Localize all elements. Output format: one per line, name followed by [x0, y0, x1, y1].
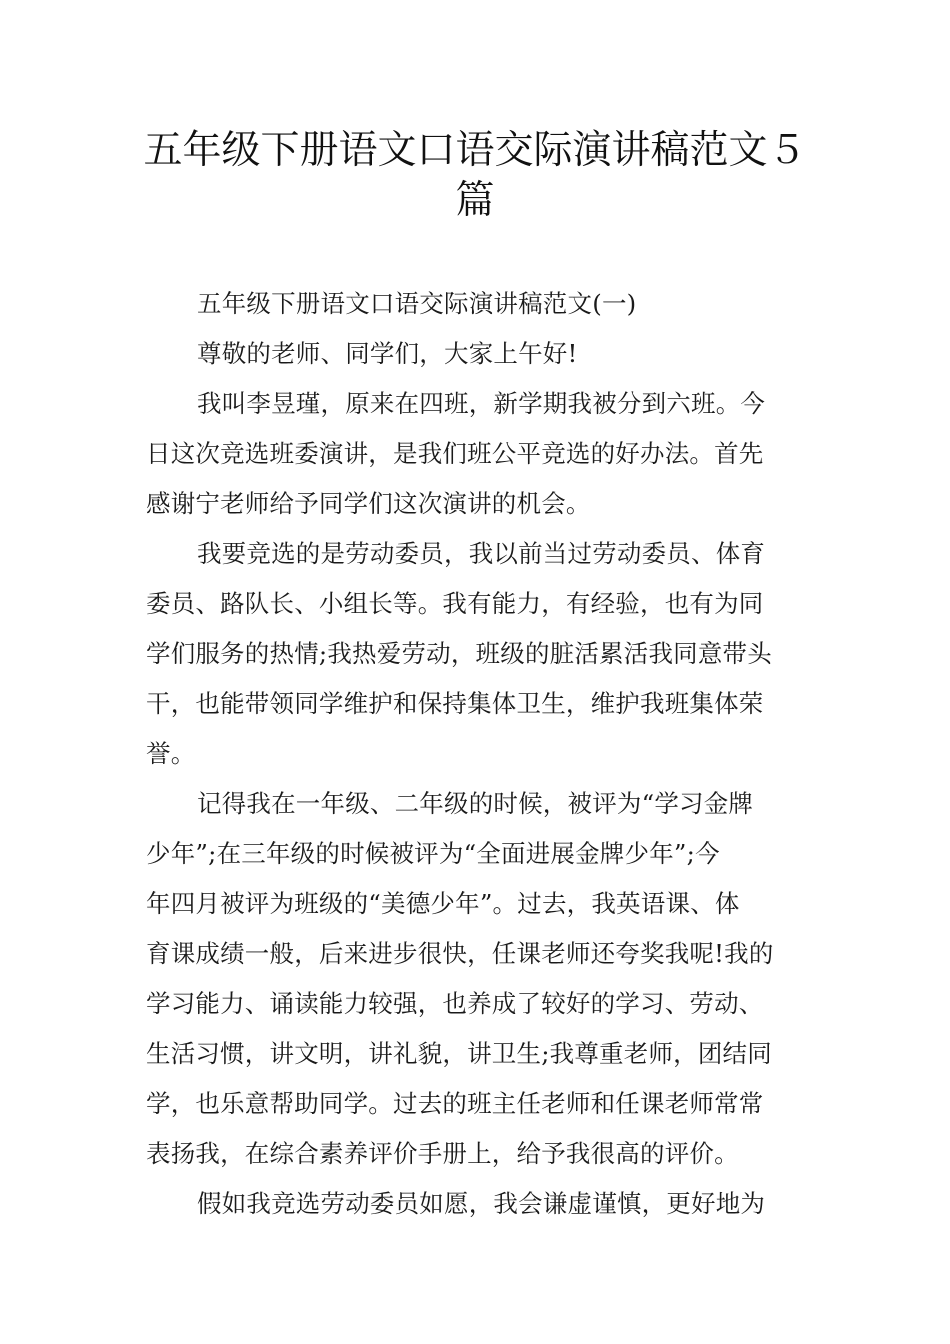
document-body — [146, 279, 806, 1229]
text-line: 假如我竞选劳动委员如愿，我会谦虚谨慎，更好地为 — [197, 1189, 766, 1218]
text-line: 年四月被评为班级的“美德少年”。过去，我英语课、体 — [146, 889, 740, 918]
text-line: 学，也乐意帮助同学。过去的班主任老师和任课老师常常 — [146, 1089, 764, 1118]
text-line: 少年”;在三年级的时候被评为“全面进展金牌少年”;今 — [146, 839, 720, 868]
text-line: 我叫李昱瑾，原来在四班，新学期我被分到六班。今 — [197, 389, 766, 418]
paragraph-heading — [146, 279, 806, 329]
text-line: 干，也能带领同学维护和保持集体卫生，维护我班集体荣 — [146, 689, 764, 718]
paragraph-greeting — [146, 329, 806, 379]
text-line: 日这次竞选班委演讲，是我们班公平竞选的好办法。首先 — [146, 439, 764, 468]
paragraph-introduction — [146, 379, 806, 529]
text-line: 感谢宁老师给予同学们这次演讲的机会。 — [146, 489, 591, 518]
title-line-1: 五年级下册语文口语交际演讲稿范文５ — [143, 128, 807, 173]
text-line: 五年级下册语文口语交际演讲稿范文(一) — [197, 289, 637, 318]
document-title — [140, 126, 810, 226]
text-line: 委员、路队长、小组长等。我有能力，有经验，也有为同 — [146, 589, 764, 618]
paragraph-goal — [146, 529, 806, 779]
text-line: 学习能力、诵读能力较强，也养成了较好的学习、劳动、 — [146, 989, 764, 1018]
text-line: 我要竞选的是劳动委员，我以前当过劳动委员、体育 — [197, 539, 766, 568]
text-line: 学们服务的热情;我热爱劳动，班级的脏活累活我同意带头 — [146, 639, 772, 668]
title-line-2: 篇 — [455, 178, 495, 223]
paragraph-promise — [146, 1179, 806, 1229]
paragraph-achievements — [146, 779, 806, 1179]
text-line: 育课成绩一般，后来进步很快，任课老师还夸奖我呢!我的 — [146, 939, 774, 968]
text-line: 尊敬的老师、同学们，大家上午好! — [197, 339, 578, 368]
text-line: 生活习惯，讲文明，讲礼貌，讲卫生;我尊重老师，团结同 — [146, 1039, 772, 1068]
text-line: 表扬我，在综合素养评价手册上，给予我很高的评价。 — [146, 1139, 739, 1168]
text-line: 记得我在一年级、二年级的时候，被评为“学习金牌 — [197, 789, 754, 818]
text-line: 誉。 — [146, 739, 196, 768]
